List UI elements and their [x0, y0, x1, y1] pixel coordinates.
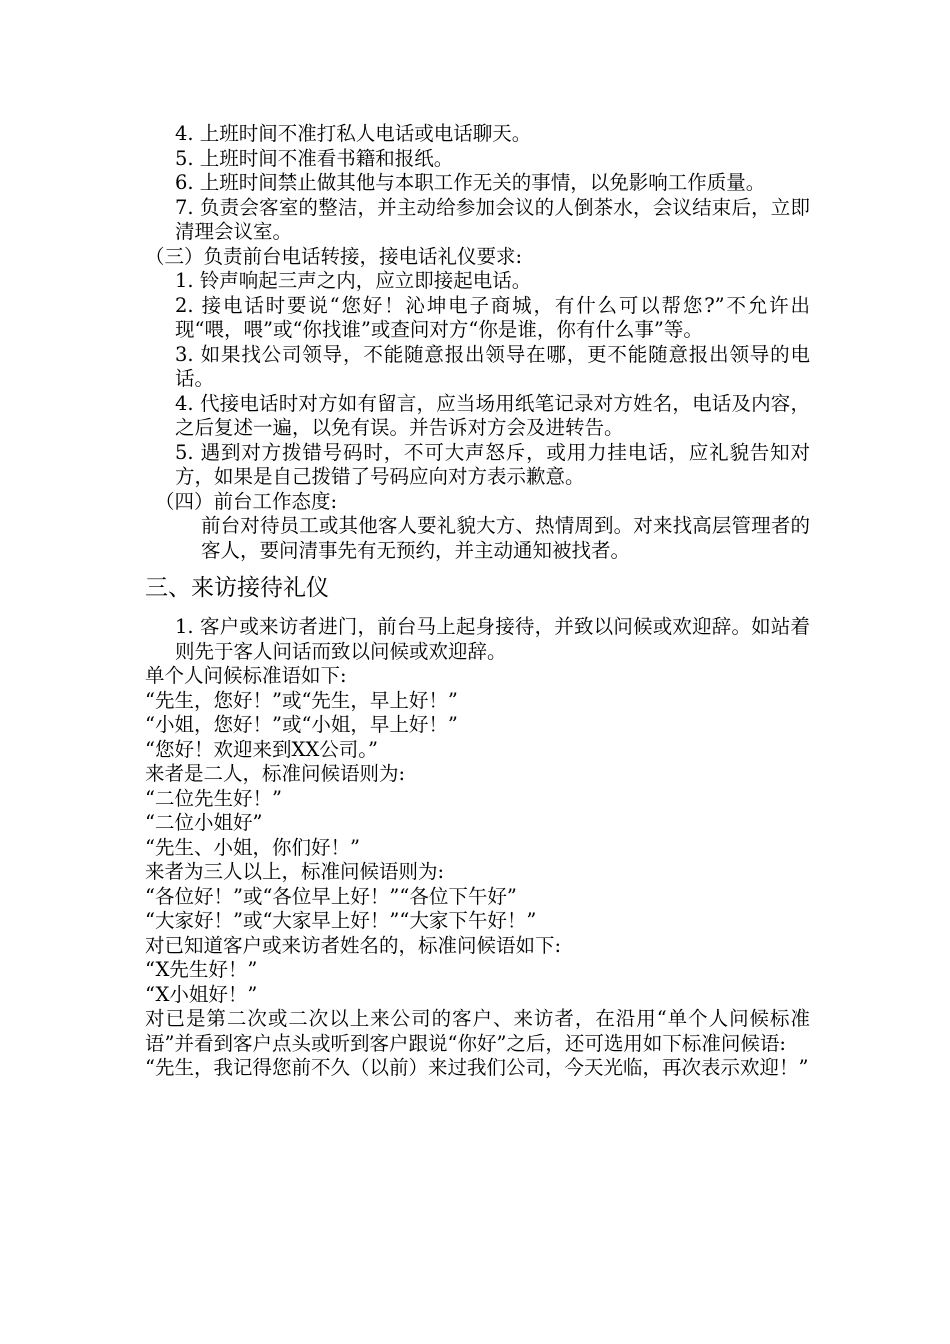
single-greeting-label: 单个人问候标准语如下:: [145, 664, 347, 687]
attitude-paragraph: 前台对待员工或其他客人要礼貌大方、热情周到。对来找高层管理者的客人，要问清事先有无预约，并主动通知被找者。: [201, 514, 810, 562]
rule-4: 4. 上班时间不准打私人电话或电话聊天。: [175, 122, 532, 145]
greeting-line: “X先生好！”: [145, 958, 258, 981]
document-page: [145, 122, 810, 1081]
phone-rule-4: 4. 代接电话时对方如有留言，应当场用纸笔记录对方姓名，电话及内容，之后复述一遍，以免有误。并告诉对方会及进转告。: [175, 391, 810, 439]
greeting-line: “各位好！”或“各位早上好！”“各位下午好”: [145, 884, 517, 908]
rule-6: 6. 上班时间禁止做其他与本职工作无关的事情，以免影响工作质量。: [175, 171, 766, 194]
phone-rule-2: 2. 接电话时要说“您好！沁坤电子商城，有什么可以帮您?”不允许出现“喂，喂”或“你找谁”或查问对方“你是谁，你有什么事”等。: [175, 293, 810, 341]
section-4-title: （四）前台工作态度:: [155, 489, 338, 513]
heading-visitor-etiquette: 三、来访接待礼仪: [145, 575, 329, 601]
section-3-title: （三）负责前台电话转接，接电话礼仪要求:: [145, 244, 523, 268]
greeting-line: “先生，我记得您前不久（以前）来过我们公司，今天光临，再次表示欢迎！”: [145, 1056, 809, 1079]
phone-rule-5: 5. 遇到对方拨错号码时，不可大声怒斥，或用力挂电话，应礼貌告知对方，如果是自己拨错了号码应向对方表示歉意。: [175, 440, 810, 488]
greeting-line: “先生、小姐，你们好！”: [145, 835, 360, 859]
known-name-greeting-label: 对已知道客户或来访者姓名的，标准问候语如下:: [145, 933, 562, 957]
phone-rule-1: 1. 铃声响起三声之内，应立即接起电话。: [175, 269, 532, 292]
greeting-line: “先生，您好！”或“先生，早上好！”: [145, 688, 458, 712]
greeting-line: “小姐，您好！”或“小姐，早上好！”: [145, 713, 458, 736]
greeting-line: “您好！欢迎来到XX公司。”: [145, 737, 378, 761]
visitor-rule-1: 1. 客户或来访者进门，前台马上起身接待，并致以问候或欢迎辞。如站着则先于客人问话而致以问候或欢迎辞。: [175, 615, 810, 663]
two-greeting-label: 来者是二人，标准问候语则为:: [145, 762, 406, 785]
greeting-line: “二位先生好！”: [145, 786, 282, 810]
repeat-visitor-label: 对已是第二次或二次以上来公司的客户、来访者，在沿用“单个人问候标准语”并看到客户点头或听到客户跟说“你好”之后，还可选用如下标准问候语:: [145, 1007, 810, 1055]
greeting-line: “二位小姐好”: [145, 811, 263, 834]
group-greeting-label: 来者为三人以上，标准问候语则为:: [145, 860, 445, 883]
phone-rule-3: 3. 如果找公司领导，不能随意报出领导在哪，更不能随意报出领导的电话。: [175, 342, 810, 390]
rule-7: 7. 负责会客室的整洁，并主动给参加会议的人倒茶水，会议结束后，立即清理会议室。: [175, 195, 810, 243]
greeting-line: “X小姐好！”: [145, 982, 258, 1006]
greeting-line: “大家好！”或“大家早上好！”“大家下午好！”: [145, 909, 537, 932]
rule-5: 5. 上班时间不准看书籍和报纸。: [175, 146, 454, 170]
